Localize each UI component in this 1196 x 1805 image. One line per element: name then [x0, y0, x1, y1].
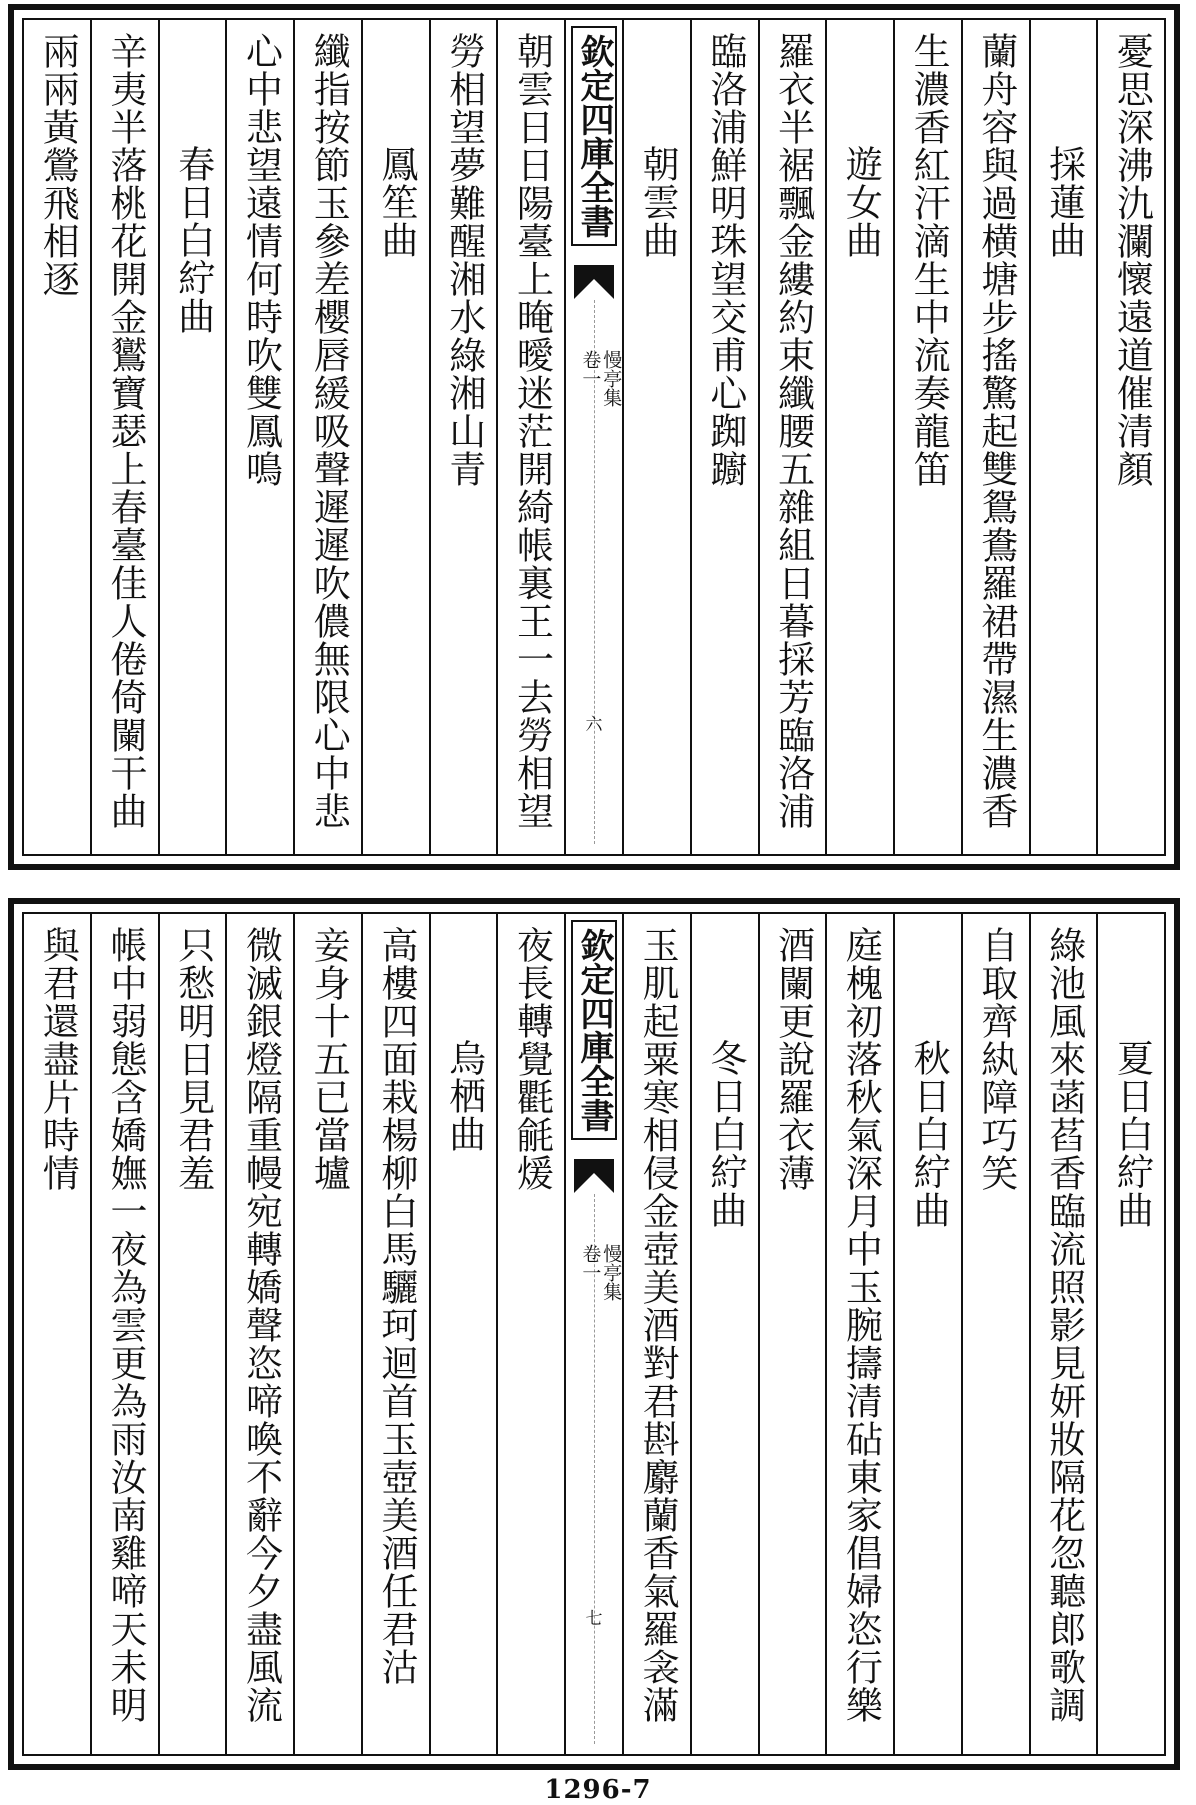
text-column: [90, 20, 158, 854]
text-column: [496, 20, 564, 854]
poem-title: 朝雲曲: [636, 145, 680, 259]
text-column: [496, 914, 564, 1754]
book-name: 慢亭集: [600, 350, 622, 407]
center-fold-column: [564, 914, 622, 1754]
poem-title-column: [158, 20, 226, 854]
verse-line: 玉肌起粟寒相侵金壺美酒對君斟麝蘭香氣羅衾滿: [636, 926, 680, 1724]
text-column: [225, 914, 293, 1754]
text-column: [690, 20, 758, 854]
verse-line: 自取齊紈障巧笑: [974, 926, 1018, 1192]
verse-line: 勞相望夢難醒湘水綠湘山青: [442, 32, 486, 488]
verse-line: 帳中弱態含嬌嫵一夜為雲更為雨汝南雞啼天未明: [104, 926, 148, 1724]
text-column: [293, 914, 361, 1754]
poem-title: 鳳笙曲: [375, 145, 419, 259]
collection-banner: 欽定四庫全書: [571, 920, 617, 1140]
text-column: [225, 20, 293, 854]
verse-line: 纖指按節玉參差櫻唇緩吸聲遲遲吹儂無限心中悲: [307, 32, 351, 830]
poem-title: 烏栖曲: [442, 1039, 486, 1153]
folio-number: 1296-7: [544, 1775, 652, 1805]
top-page-columns: [24, 20, 1164, 854]
text-column: [24, 20, 90, 854]
text-column: [622, 914, 690, 1754]
poem-title-column: [825, 20, 893, 854]
verse-line: 羅衣半裾飄金縷約束纖腰五雜組日暮採芳臨洛浦: [771, 32, 815, 830]
verse-line: 憂思深沸氿瀾懷遠道催清顏: [1110, 32, 1154, 488]
fishtail-mark-icon: [574, 1159, 614, 1193]
text-column: [1029, 914, 1097, 1754]
verse-line: 臨洛浦鮮明珠望交甫心踟躕: [703, 32, 747, 488]
bottom-page: [8, 898, 1180, 1770]
top-page-frame: [22, 18, 1166, 856]
collection-banner: 欽定四庫全書: [571, 26, 617, 246]
verse-line: 高樓四面栽楊柳白馬驪珂迴首玉壺美酒任君沽: [375, 926, 419, 1686]
verse-line: 庭槐初落秋氣深月中玉腕擣清砧東家倡婦恣行樂: [839, 926, 883, 1724]
top-page: [8, 4, 1180, 870]
verse-line: 兩兩黃鶯飛相逐: [36, 32, 80, 298]
text-column: [758, 20, 826, 854]
volume-label: 卷一: [579, 350, 602, 388]
poem-title: 遊女曲: [839, 145, 883, 259]
book-title: [579, 350, 621, 407]
text-column: [361, 914, 429, 1754]
verse-line: 蘭舟容與過横塘步搖驚起雙鴛鴦羅裙帶濕生濃香: [974, 32, 1018, 830]
bottom-page-columns: [24, 914, 1164, 1754]
text-column: [158, 914, 226, 1754]
text-column: [825, 914, 893, 1754]
text-column: [961, 20, 1029, 854]
poem-title-column: [361, 20, 429, 854]
text-column: [1096, 20, 1164, 854]
poem-title-column: [893, 914, 961, 1754]
poem-title: 秋日白紵曲: [907, 1039, 951, 1229]
text-column: [893, 20, 961, 854]
verse-line: 只愁明日見君羞: [171, 926, 215, 1192]
book-title: [579, 1244, 621, 1301]
verse-line: 朝雲日日陽臺上晻曖迷茫開綺帳裏王一去勞相望: [510, 32, 554, 830]
verse-line: 生濃香紅汗滴生中流奏龍笛: [907, 32, 951, 488]
poem-title-column: [690, 914, 758, 1754]
leaf-number: 六: [585, 715, 603, 735]
bottom-page-frame: [22, 912, 1166, 1756]
text-column: [24, 914, 90, 1754]
verse-line: 辛夷半落桃花開金鸑寶瑟上春臺佳人倦倚闌干曲: [104, 32, 148, 830]
verse-line: 夜長轉覺氍毹煖: [510, 926, 554, 1192]
text-column: [293, 20, 361, 854]
poem-title: 夏日白紵曲: [1110, 1039, 1154, 1229]
volume-label: 卷一: [579, 1244, 602, 1282]
verse-line: 妾身十五已當壚: [307, 926, 351, 1192]
center-fold-column: [564, 20, 622, 854]
poem-title-column: [1096, 914, 1164, 1754]
verse-line: 心中悲望遠情何時吹雙鳳鳴: [239, 32, 283, 488]
text-column: [90, 914, 158, 1754]
book-name: 慢亭集: [600, 1244, 622, 1301]
poem-title: 冬日白紵曲: [703, 1039, 747, 1229]
poem-title-column: [622, 20, 690, 854]
leaf-number: 七: [585, 1609, 603, 1629]
verse-line: 微滅銀燈隔重幔宛轉嬌聲恣啼喚不辭今夕盡風流: [239, 926, 283, 1724]
verse-line: 綠池風來菡萏香臨流照影見妍妝隔花忽聽郎歌調: [1042, 926, 1086, 1724]
verse-line: 酒闌更說羅衣薄: [771, 926, 815, 1192]
fishtail-mark-icon: [574, 265, 614, 299]
poem-title-column: [429, 914, 497, 1754]
poem-title-column: [1029, 20, 1097, 854]
poem-title: 春日白紵曲: [171, 145, 215, 335]
text-column: [961, 914, 1029, 1754]
text-column: [429, 20, 497, 854]
poem-title: 採蓮曲: [1042, 145, 1086, 259]
verse-line: 與君還盡片時情: [36, 926, 80, 1192]
text-column: [758, 914, 826, 1754]
